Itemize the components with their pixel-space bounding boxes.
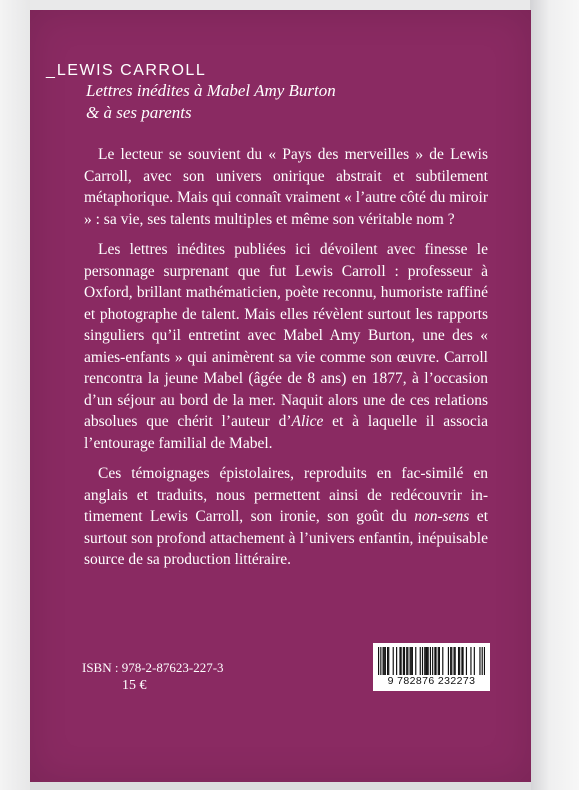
barcode-bar [462,647,463,675]
barcode-bar [424,647,425,675]
barcode-bar [403,647,404,675]
paragraph-text: Le lecteur se souvient du « Pays des merveilles » de Lewis Carroll, avec son univers onirique abstrait et subtilement métaphorique. Mais qui connaît vraiment « l’autre côté du miroir » : sa vie, ses talents multiples et même son véritable nom ? [84,146,488,228]
barcode-bar [401,647,402,675]
paragraph-text: Les lettres inédites publiées ici dévoilent avec finesse le personnage surprenant que fut Lewis Carroll : professeur à Oxford, brillant mathématicien, poète reconnu, humoriste raffiné et photographe de talent. Mais elles révèlent surtout les rapports singuliers qu’il entretint avec Mabel Amy Burton, une des « amies-enfants » qui animèrent sa vie comme son œuvre. Carroll rencontra la jeune Mabel (âgée de 8 ans) en 1877, à l’occasion d’un séjour au bord de la mer. Naquit alors une de ces relations absolues que chérit l’auteur d’ [84,241,488,430]
barcode-bar [406,647,407,675]
barcode-bar [407,647,408,675]
barcode-bar [434,647,435,675]
barcode-bar [420,647,421,675]
barcode-bar [430,647,431,675]
barcode-digits: 9 782876 232273 [387,675,476,687]
barcode-bar [453,647,454,675]
italic-term: Alice [291,413,324,430]
barcode-bar [451,647,452,675]
barcode-bar [432,647,433,675]
barcode-bar [387,647,388,675]
barcode-bar [380,647,381,675]
barcode-bars [378,647,485,675]
paragraph-text: et à laquelle il associa l’entourage familial de Mabel. [84,413,488,452]
barcode-bar [455,647,456,675]
italic-term: non-sens [414,508,470,525]
barcode-bar [450,647,451,675]
barcode-bar [435,647,436,675]
barcode-bar [479,647,480,675]
barcode-bar [438,647,439,675]
barcode-bar [396,647,397,675]
barcode-bar [484,647,485,675]
barcode-bar [411,647,412,675]
blurb-paragraph-2 [84,239,488,454]
barcode-bar [410,647,411,675]
author-prefix: _ [46,62,55,79]
scan-background-right [530,0,579,790]
book-title-line-1: Lettres inédites à Mabel Amy Burton [86,81,336,100]
blurb-paragraph-3 [84,463,488,571]
barcode [373,643,490,691]
scan-background-left [0,0,30,790]
barcode-bar [388,647,389,675]
paragraph-text: Ces témoignages épistolaires, reproduits en fac-similé en anglais et traduits, nous permettent ainsi de redécouvrir intimement Lewis Carroll, son ironie, son goût du [84,465,488,525]
barcode-bar [385,647,386,675]
barcode-bar [422,647,423,675]
barcode-bar [378,647,379,675]
barcode-bar [466,647,467,675]
barcode-bar [425,647,426,675]
barcode-bar [393,647,394,675]
blurb-paragraph-1 [84,144,488,230]
barcode-bar [428,647,429,675]
paragraph-text: et surtout son profond attachement à l’univers enfantin, inépuisable source de sa production littéraire. [84,508,488,568]
barcode-bar [482,647,483,675]
barcode-bar [415,647,416,675]
barcode-bar [426,647,427,675]
barcode-bar [461,647,462,675]
barcode-bar [470,647,471,675]
barcode-bar [439,647,440,675]
barcode-bar [448,647,449,675]
blurb-text [84,144,488,580]
barcode-bar [474,647,475,675]
barcode-bar [404,647,405,675]
barcode-bar [442,647,443,675]
barcode-bar [399,647,400,675]
isbn-label: ISBN : 978-2-87623-227-3 [82,660,224,675]
price-label: 15 € [122,678,147,693]
barcode-bar [384,647,385,675]
barcode-bar [459,647,460,675]
cover-bottom-edge [30,782,531,790]
book-title-line-2: & à ses parents [86,103,192,122]
barcode-bar [412,647,413,675]
author-name [46,62,206,80]
author-label: LEWIS CARROLL [56,62,207,79]
barcode-bar [458,647,459,675]
barcode-bar [383,647,384,675]
